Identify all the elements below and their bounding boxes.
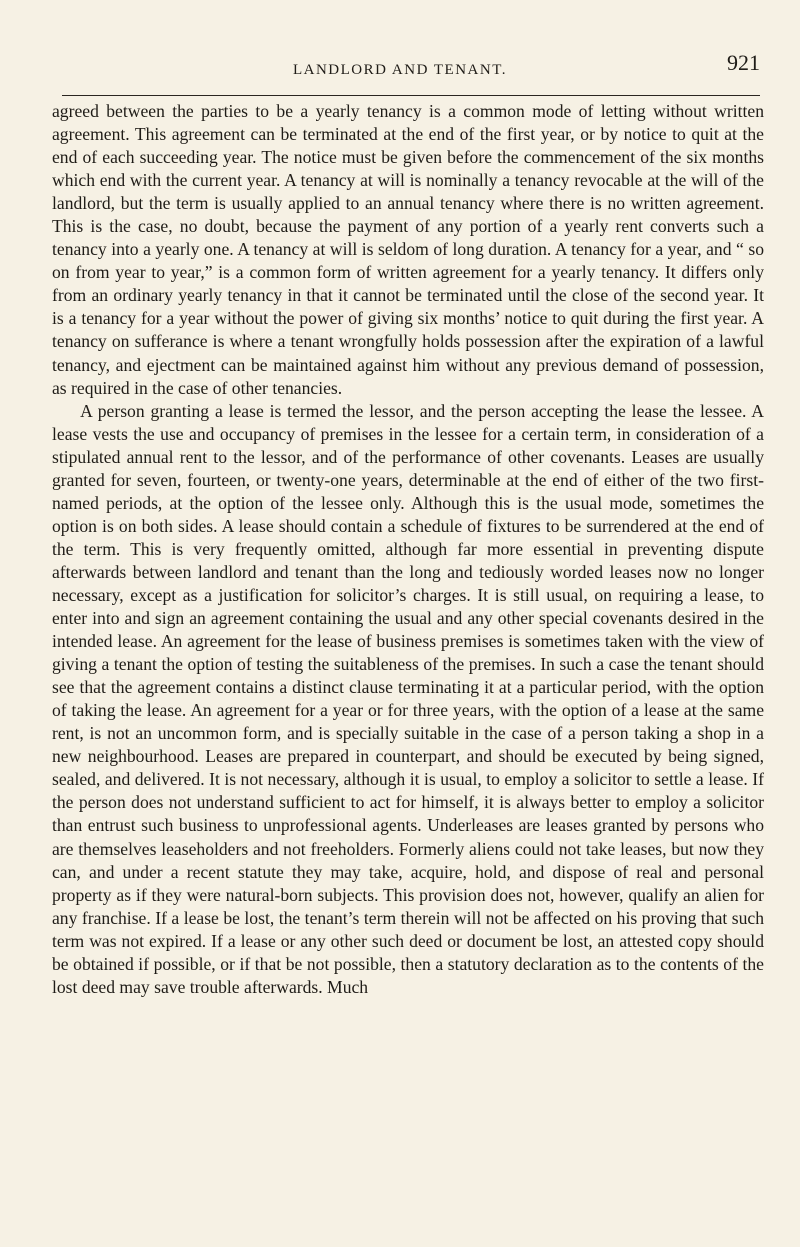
page-number: 921 [727, 50, 760, 75]
paragraph-leases: A person granting a lease is termed the lessor, and the person accepting the lease the lessee. A lease vests the use and occupancy of premises in the lessee for a certain term, in consideration of a stipulated annual rent to the lessor, and of the performance of other covenants. Leases are usually granted for seven, fourteen, or twenty-one years, determinable at the end of either of the two first-named periods, at the option of the lessee only. Although this is the usual mode, sometimes the option is on both sides. A lease should contain a schedule of fixtures to be surrendered at the end of the term. This is very frequently omitted, although far more essential in preventing dispute afterwards between landlord and tenant than the long and tediously worded leases now no longer necessary, except as a justification for solicitor’s charges. It is still usual, on requiring a lease, to enter into and sign an agreement containing the usual and any other special covenants desired in the intended lease. An agreement for the lease of business premises is sometimes taken with the view of giving a tenant the option of testing the suitableness of the premises. In such a case the tenant should see that the agreement contains a distinct clause terminating it at a particular period, with the option of taking the lease. An agreement for a year or for three years, with the option of a lease at the same rent, is not an uncommon form, and is specially suitable in the case of a person taking a shop in a new neighbourhood. Leases are prepared in counterpart, and should be executed by being signed, sealed, and delivered. It is not necessary, although it is usual, to employ a solicitor to settle a lease. If the person does not understand sufficient to act for himself, it is always better to employ a solicitor than entrust such business to unprofessional agents. Underleases are leases granted by persons who are themselves leaseholders and not freeholders. Formerly aliens could not take leases, but now they can, and under a recent statute they may take, acquire, hold, and dispose of real and personal property as if they were natural-born subjects. This provision does not, however, qualify an alien for any franchise. If a lease be lost, the tenant’s term therein will not be affected on his proving that such term was not expired. If a lease or any other such deed or document be lost, an attested copy should be obtained if possible, or if that be not possible, then a statutory declaration as to the contents of the lost deed may save trouble afterwards. Much [52, 400, 764, 997]
header-rule [62, 95, 760, 96]
paragraph-tenancies: agreed between the parties to be a yearly tenancy is a common mode of letting without written agreement. This agreement can be terminated at the end of the first year, or by notice to quit at the end of each succeeding year. The notice must be given before the commencement of the six months which end with the current year. A tenancy at will is nominally a tenancy revocable at the will of the landlord, but the term is usually applied to an annual tenancy where there is no written agreement. This is the case, no doubt, because the payment of any portion of a yearly rent converts such a tenancy into a yearly one. A tenancy at will is seldom of long duration. A tenancy for a year, and “ so on from year to year,” is a common form of written agreement for a yearly tenancy. It differs only from an ordinary yearly tenancy in that it cannot be terminated until the close of the second year. It is a tenancy for a year without the power of giving six months’ notice to quit during the first year. A tenancy on sufferance is where a tenant wrongfully holds possession after the expiration of a lawful tenancy, and ejectment can be maintained against him without any previous demand of possession, as required in the case of other tenancies. [52, 101, 764, 398]
running-title: LANDLORD AND TENANT. [292, 62, 507, 78]
body-text [52, 100, 764, 999]
